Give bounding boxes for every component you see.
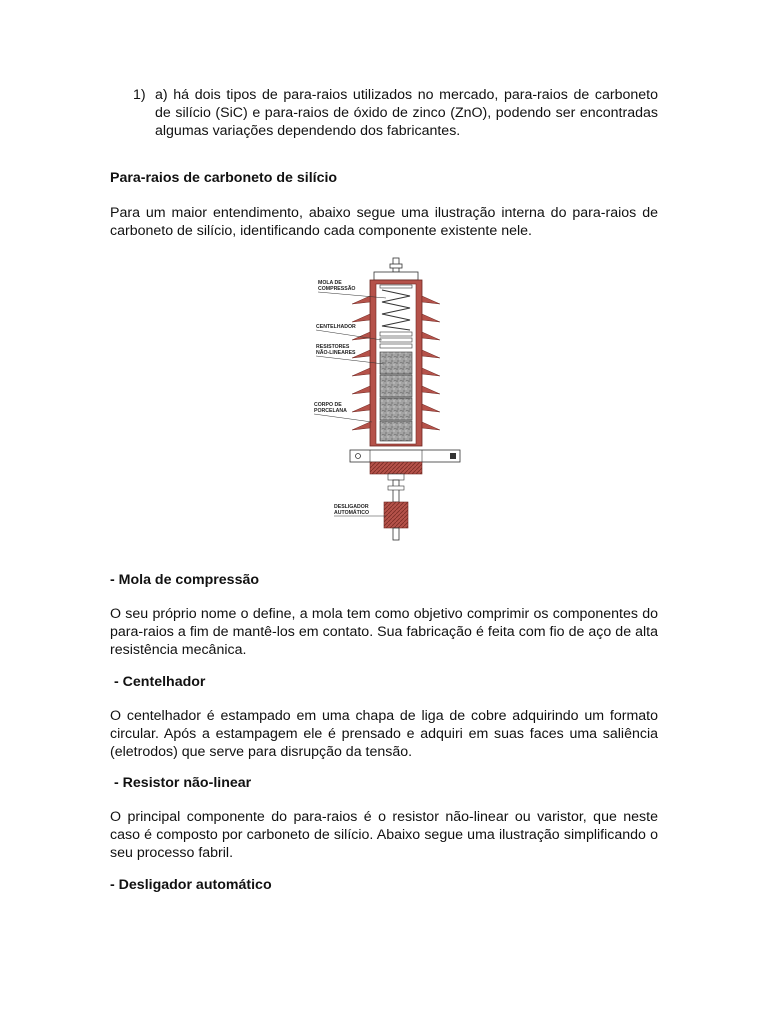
lower-stud (388, 480, 404, 502)
heading-resistor: - Resistor não-linear (114, 775, 252, 791)
base-flange (370, 462, 422, 480)
label-desligador-2: AUTOMÁTICO (334, 510, 370, 516)
resistor-blocks (380, 352, 412, 441)
list-item (133, 86, 658, 140)
label-centelhador: CENTELHADOR (316, 324, 356, 330)
heading-centelhador: - Centelhador (114, 674, 206, 690)
arrester-figure (300, 254, 470, 549)
automatic-disconnector (384, 502, 408, 540)
list-number: 1) (133, 87, 146, 103)
heading-desligador: - Desligador automático (110, 877, 272, 893)
label-corpo-1: CORPO DE (314, 402, 342, 408)
intro-paragraph: Para um maior entendimento, abaixo segue uma ilustração interna do para-raios de carboneto de silício, identificando cada componente existente nele. (110, 205, 658, 239)
label-corpo-2: PORCELANA (314, 408, 347, 414)
label-resistores-2: NÃO-LINEARES (316, 350, 356, 356)
arrester-illustration (300, 254, 470, 544)
resistor-paragraph: O principal componente do para-raios é o resistor não-linear ou varistor, que neste caso é composto por carboneto de silício. Abaixo segue uma ilustração simplificando o seu processo fabril. (110, 809, 658, 861)
label-mola-1: MOLA DE (318, 280, 342, 286)
spark-gap (380, 332, 412, 348)
mounting-bracket (350, 450, 460, 462)
label-desligador-1: DESLIGADOR (334, 504, 369, 510)
label-resistores-1: RESISTORES (316, 344, 350, 350)
top-terminal (374, 258, 418, 280)
section-title-carboneto: Para-raios de carboneto de silício (110, 170, 338, 186)
heading-mola: - Mola de compressão (110, 572, 260, 588)
centelhador-paragraph: O centelhador é estampado em uma chapa de liga de cobre adquirindo um formato circular. Após a estampagem ele é prensado e adquiri em suas faces uma saliência (eletrodos) que serve para disrupção da tensão. (110, 708, 658, 760)
list-item-text: a) há dois tipos de para-raios utilizados no mercado, para-raios de carboneto de silício (SiC) e para-raios de óxido de zinco (ZnO), podendo ser encontradas algumas variações dependendo dos fabricantes. (155, 87, 658, 139)
label-mola-2: COMPRESSÃO (318, 286, 356, 292)
mola-paragraph: O seu próprio nome o define, a mola tem como objetivo comprimir os componentes do para-raios a fim de mantê-los em contato. Sua fabricação é feita com fio de aço de alta resistência mecânica. (110, 606, 658, 658)
